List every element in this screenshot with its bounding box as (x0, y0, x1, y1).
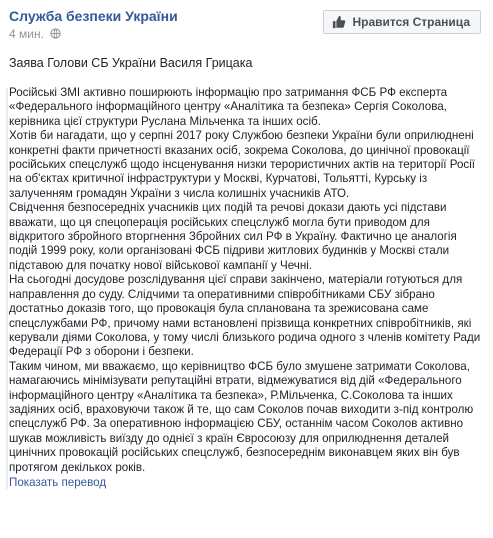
page-name-link[interactable]: Служба безпеки України (9, 8, 178, 24)
post-header (6, 6, 487, 44)
show-translation-link[interactable]: Показать перевод (9, 475, 107, 489)
like-page-label: Нравится Страница (352, 15, 470, 29)
post-paragraph: Російські ЗМІ активно поширюють інформацію про затримання ФСБ РФ експерта «Федерального інформаційного центру «Аналітика та безпека» Сергія Соколова, керівника цієї структури Руслана Мільченка та інших осіб. (9, 86, 448, 128)
post-paragraph: Хотів би нагадати, що у серпні 2017 року Службою безпеки України були оприлюднені конкретні факти причетності вказаних осіб, зокрема Соколова, до цинічної провокації російських спецслужб щодо інсценування низки терористичних актів на території Росії на об'єктах критичної інфраструктури у Москві, Курчатові, Тольятті, Курську із залученням громадян України з числа колишніх учасників АТО. (9, 129, 475, 200)
like-page-button[interactable] (323, 10, 481, 34)
post-timestamp[interactable]: 4 мин. (9, 27, 44, 41)
post-meta (9, 27, 61, 42)
post-body (9, 86, 487, 489)
post-paragraph: Свідчення безпосередніх учасників цих подій та речові докази дають усі підстави вважати, що ця спецоперація російських спецслужб могла бути приводом для відкритого збройного вторгнення Збройних сил РФ в Україну. Фактично це аналогія подій 1999 року, коли організовані ФСБ підриви житлових будинків у Москві стали підставою для початку нової військової кампанії у Чечні. (9, 201, 457, 272)
post-paragraph: На сьогодні досудове розслідування цієї справи закінчено, матеріали готуються для направлення до суду. Слідчими та оперативними співробітниками СБУ зібрано достатньо доказів того, що провокація була спланована та зрежисована саме спецслужбами РФ, причому нами встановлені прізвища конкретних співробітників, які керували діями Соколова, у тому числі близького родича одного з членів комітету Ради Федерації РФ з оборони і безпеки. (9, 273, 481, 359)
globe-icon (50, 28, 61, 42)
thumbs-up-icon (332, 15, 346, 29)
post-paragraph: Таким чином, ми вважаємо, що керівництво ФСБ було змушене затримати Соколова, намагаючись мінімізувати репутаційні втрати, відмежуватися від дій «Федерального інформаційного центру «Аналітика та безпека», Р.Мільченка, С.Соколова та інших задіяних осіб, враховуючи також й те, що сам Соколов почав виходити з-під контролю спецслужб РФ. За оперативною інформацією СБУ, останнім часом Соколов активно шукав можливість виїзду до однієї з країн Євросоюзу для оприлюднення деталей цинічних провокацій російських спецслужб, безпосереднім виконавцем яких він був протягом декількох років. (9, 359, 474, 474)
post-headline: Заява Голови СБ України Василя Грицака (9, 56, 253, 70)
